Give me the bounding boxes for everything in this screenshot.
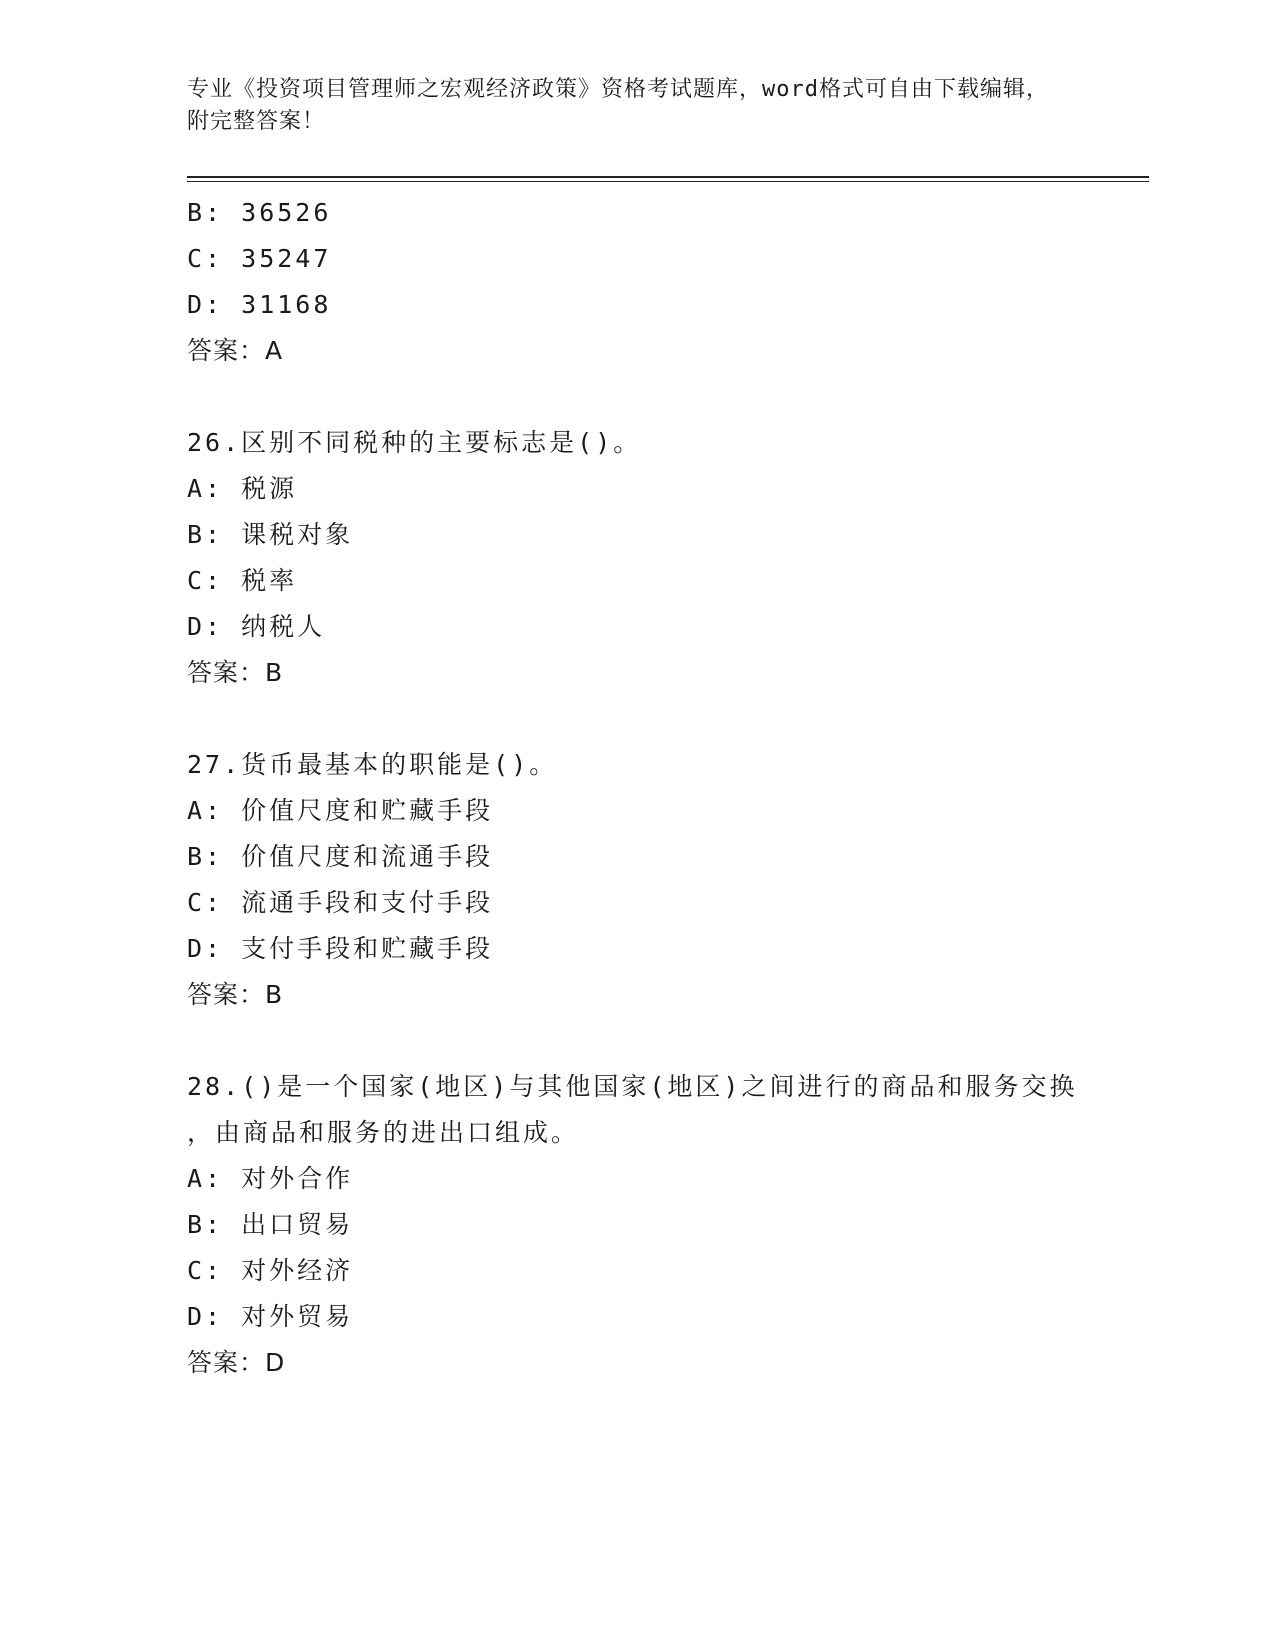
option-d: D: 支付手段和贮藏手段 xyxy=(187,934,494,963)
question-block-25 xyxy=(187,190,1149,374)
option-d: D: 纳税人 xyxy=(187,612,326,641)
option-b: B: 课税对象 xyxy=(187,520,354,549)
question-title-line-1: 28.()是一个国家(地区)与其他国家(地区)之间进行的商品和服务交换 xyxy=(187,1072,1078,1101)
option-c: C: 35247 xyxy=(187,244,332,273)
document-header: 专业《投资项目管理师之宏观经济政策》资格考试题库，word格式可自由下载编辑，附完整答案！ xyxy=(187,77,1049,134)
question-block-28 xyxy=(187,1064,1149,1386)
question-title-line-2: ，由商品和服务的进出口组成。 xyxy=(187,1118,580,1147)
option-b: B: 价值尺度和流通手段 xyxy=(187,842,494,871)
spacer xyxy=(187,1018,1149,1064)
option-a: A: 对外合作 xyxy=(187,1164,354,1193)
question-title: 26.区别不同税种的主要标志是()。 xyxy=(187,428,642,457)
spacer xyxy=(187,696,1149,742)
option-c: C: 税率 xyxy=(187,566,298,595)
answer-label: 答案：D xyxy=(187,1348,286,1377)
header-divider xyxy=(187,176,1149,182)
option-d: D: 31168 xyxy=(187,290,332,319)
option-a: A: 税源 xyxy=(187,474,298,503)
question-block-26 xyxy=(187,420,1149,696)
question-block-27 xyxy=(187,742,1149,1018)
answer-label: 答案：B xyxy=(187,658,284,687)
question-title: 27.货币最基本的职能是()。 xyxy=(187,750,558,779)
option-a: A: 价值尺度和贮藏手段 xyxy=(187,796,494,825)
option-c: C: 流通手段和支付手段 xyxy=(187,888,494,917)
option-d: D: 对外贸易 xyxy=(187,1302,354,1331)
option-c: C: 对外经济 xyxy=(187,1256,354,1285)
option-b: B: 出口贸易 xyxy=(187,1210,354,1239)
answer-label: 答案：A xyxy=(187,336,284,365)
spacer xyxy=(187,374,1149,420)
answer-label: 答案：B xyxy=(187,980,284,1009)
question-list xyxy=(187,190,1149,1386)
option-b: B: 36526 xyxy=(187,198,332,227)
